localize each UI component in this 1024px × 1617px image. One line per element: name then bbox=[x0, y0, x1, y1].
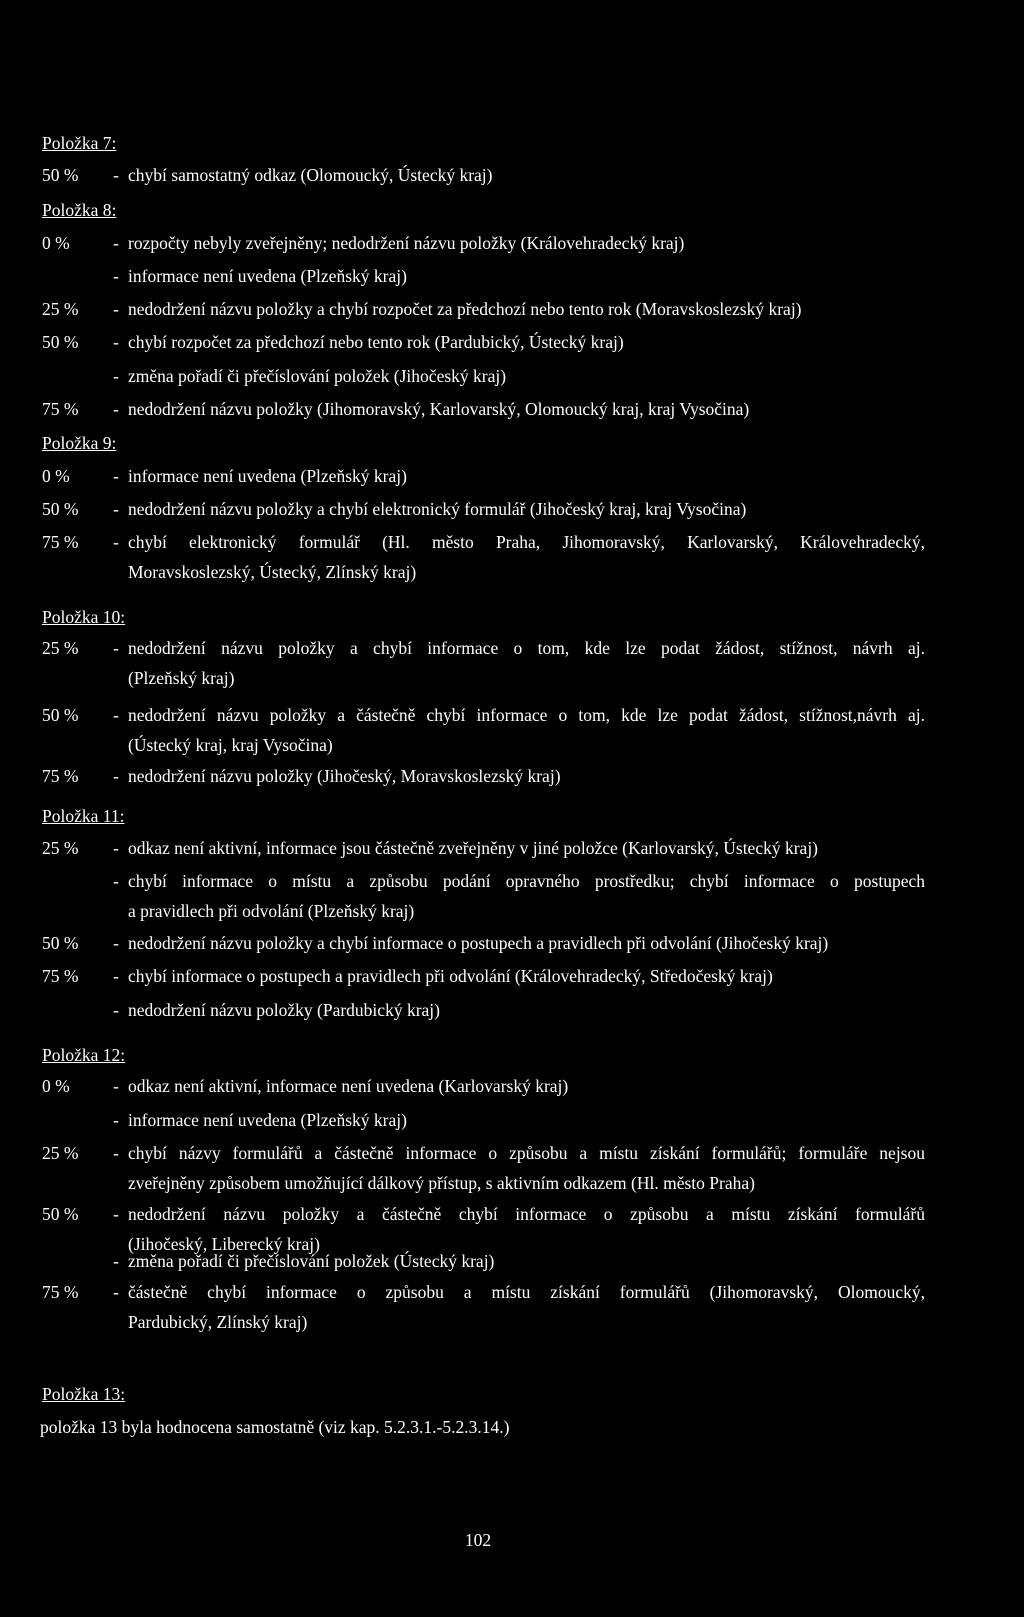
list-item bbox=[0, 499, 1024, 523]
section-heading-label: Položka 9: bbox=[42, 433, 117, 453]
bullet-dash: - bbox=[113, 1000, 119, 1020]
list-item bbox=[0, 1143, 1024, 1193]
percent-label: 0 % bbox=[42, 233, 70, 253]
section-heading-label: Položka 12: bbox=[42, 1045, 126, 1065]
bullet-dash: - bbox=[113, 165, 119, 185]
item-text-continuation: a pravidlech při odvolání (Plzeňský kraj) bbox=[128, 900, 415, 921]
percent-label: 75 % bbox=[42, 399, 79, 419]
list-item bbox=[0, 638, 1024, 688]
item-text-continuation: Pardubický, Zlínský kraj) bbox=[128, 1311, 308, 1332]
bullet-dash: - bbox=[113, 233, 119, 253]
item-text: nedodržení názvu položky (Jihomoravský, Karlovarský, Olomoucký kraj, kraj Vysočina) bbox=[128, 399, 750, 419]
list-item bbox=[0, 366, 1024, 390]
bullet-dash: - bbox=[113, 966, 119, 986]
bullet-dash: - bbox=[113, 638, 119, 658]
percent-label: 0 % bbox=[42, 466, 70, 486]
item-text: nedodržení názvu položky a chybí informace o postupech a pravidlech při odvolání (Jihočeský kraj) bbox=[128, 933, 829, 953]
percent-label: 75 % bbox=[42, 1282, 79, 1302]
item-text: chybí informace o místu a způsobu podání opravného prostředku; chybí informace o postupech bbox=[128, 871, 925, 891]
bullet-dash: - bbox=[113, 766, 119, 786]
section-heading bbox=[42, 133, 116, 154]
list-item bbox=[0, 266, 1024, 290]
percent-label: 50 % bbox=[42, 499, 79, 519]
section-heading-label: Položka 10: bbox=[42, 607, 126, 627]
section-heading bbox=[42, 607, 125, 628]
section-heading bbox=[42, 433, 116, 454]
section-heading-label: Položka 11: bbox=[42, 806, 125, 826]
item-text-continuation: (Ústecký kraj, kraj Vysočina) bbox=[128, 734, 333, 755]
section-heading-label: Položka 8: bbox=[42, 200, 117, 220]
list-item bbox=[0, 766, 1024, 790]
item-text: nedodržení názvu položky a chybí rozpočet za předchozí nebo tento rok (Moravskoslezský kraj) bbox=[128, 299, 802, 319]
item-text: chybí rozpočet za předchozí nebo tento rok (Pardubický, Ústecký kraj) bbox=[128, 332, 624, 352]
list-item bbox=[0, 1204, 1024, 1254]
item-text: nedodržení názvu položky a chybí elektronický formulář (Jihočeský kraj, kraj Vysočina) bbox=[128, 499, 747, 519]
section-heading bbox=[42, 1045, 125, 1066]
list-item bbox=[0, 1110, 1024, 1134]
bullet-dash: - bbox=[113, 705, 119, 725]
list-item bbox=[0, 1000, 1024, 1024]
list-item bbox=[0, 1251, 1024, 1275]
percent-label: 75 % bbox=[42, 766, 79, 786]
item-text: nedodržení názvu položky (Pardubický kraj) bbox=[128, 1000, 440, 1020]
item-text-continuation: Moravskoslezský, Ústecký, Zlínský kraj) bbox=[128, 561, 417, 582]
percent-label: 75 % bbox=[42, 966, 79, 986]
section-heading-label: Položka 7: bbox=[42, 133, 117, 153]
list-item bbox=[0, 705, 1024, 755]
item-text: chybí samostatný odkaz (Olomoucký, Ústecký kraj) bbox=[128, 165, 493, 185]
bullet-dash: - bbox=[113, 299, 119, 319]
section-heading-label: Položka 13: bbox=[42, 1384, 126, 1404]
item-text: informace není uvedena (Plzeňský kraj) bbox=[128, 1110, 407, 1130]
list-item bbox=[0, 399, 1024, 423]
item-text-continuation: (Plzeňský kraj) bbox=[128, 667, 235, 688]
item-text-continuation: (Jihočeský, Liberecký kraj) bbox=[128, 1233, 320, 1254]
bullet-dash: - bbox=[113, 1076, 119, 1096]
bullet-dash: - bbox=[113, 1110, 119, 1130]
percent-label: 50 % bbox=[42, 705, 79, 725]
list-item bbox=[0, 332, 1024, 356]
item-text: nedodržení názvu položky a chybí informace o tom, kde lze podat žádost, stížnost, návrh aj. bbox=[128, 638, 925, 658]
bullet-dash: - bbox=[113, 933, 119, 953]
item-text: informace není uvedena (Plzeňský kraj) bbox=[128, 266, 407, 286]
percent-label: 25 % bbox=[42, 838, 79, 858]
list-item bbox=[0, 532, 1024, 582]
percent-label: 50 % bbox=[42, 933, 79, 953]
percent-label: 75 % bbox=[42, 532, 79, 552]
percent-label: 50 % bbox=[42, 332, 79, 352]
item-text: nedodržení názvu položky a částečně chybí informace o tom, kde lze podat žádost, stížnost,návrh aj. bbox=[128, 705, 925, 725]
list-item bbox=[0, 1282, 1024, 1332]
list-item bbox=[0, 966, 1024, 990]
list-item bbox=[0, 466, 1024, 490]
bullet-dash: - bbox=[113, 1282, 119, 1302]
bullet-dash: - bbox=[113, 399, 119, 419]
item-text: odkaz není aktivní, informace není uvedena (Karlovarský kraj) bbox=[128, 1076, 569, 1096]
item-text: nedodržení názvu položky a částečně chybí informace o způsobu a místu získání formulářů bbox=[128, 1204, 925, 1224]
section-heading bbox=[42, 1384, 125, 1405]
bullet-dash: - bbox=[113, 871, 119, 891]
bullet-dash: - bbox=[113, 1204, 119, 1224]
item-text: změna pořadí či přečíslování položek (Jihočeský kraj) bbox=[128, 366, 507, 386]
item-text: chybí informace o postupech a pravidlech při odvolání (Královehradecký, Středočeský kraj) bbox=[128, 966, 773, 986]
percent-label: 50 % bbox=[42, 165, 79, 185]
list-item bbox=[0, 233, 1024, 257]
percent-label: 0 % bbox=[42, 1076, 70, 1096]
list-item bbox=[0, 933, 1024, 957]
page-number: 102 bbox=[464, 1530, 492, 1550]
item-text: rozpočty nebyly zveřejněny; nedodržení názvu položky (Královehradecký kraj) bbox=[128, 233, 685, 253]
percent-label: 25 % bbox=[42, 1143, 79, 1163]
bullet-dash: - bbox=[113, 466, 119, 486]
item13-text: položka 13 byla hodnocena samostatně (viz kap. 5.2.3.1.-5.2.3.14.) bbox=[40, 1417, 510, 1437]
item-text: informace není uvedena (Plzeňský kraj) bbox=[128, 466, 407, 486]
item-text: odkaz není aktivní, informace jsou částečně zveřejněny v jiné položce (Karlovarský, Ústecký kraj) bbox=[128, 838, 819, 858]
bullet-dash: - bbox=[113, 1251, 119, 1271]
item-text-continuation: zveřejněny způsobem umožňující dálkový přístup, s aktivním odkazem (Hl. město Praha) bbox=[128, 1172, 755, 1193]
list-item bbox=[0, 838, 1024, 862]
percent-label: 25 % bbox=[42, 638, 79, 658]
list-item bbox=[0, 871, 1024, 921]
item-text: částečně chybí informace o způsobu a místu získání formulářů (Jihomoravský, Olomoucký, bbox=[128, 1282, 925, 1302]
percent-label: 25 % bbox=[42, 299, 79, 319]
item-text: chybí elektronický formulář (Hl. město Praha, Jihomoravský, Karlovarský, Královehradecký, bbox=[128, 532, 925, 552]
section-heading bbox=[42, 806, 124, 827]
bullet-dash: - bbox=[113, 1143, 119, 1163]
bullet-dash: - bbox=[113, 838, 119, 858]
list-item bbox=[0, 1076, 1024, 1100]
list-item bbox=[0, 299, 1024, 323]
bullet-dash: - bbox=[113, 532, 119, 552]
item-text: nedodržení názvu položky (Jihočeský, Moravskoslezský kraj) bbox=[128, 766, 561, 786]
percent-label: 50 % bbox=[42, 1204, 79, 1224]
section-heading bbox=[42, 200, 116, 221]
item-text: změna pořadí či přečíslování položek (Ústecký kraj) bbox=[128, 1251, 495, 1271]
bullet-dash: - bbox=[113, 499, 119, 519]
bullet-dash: - bbox=[113, 366, 119, 386]
bullet-dash: - bbox=[113, 266, 119, 286]
list-item bbox=[0, 165, 1024, 189]
bullet-dash: - bbox=[113, 332, 119, 352]
item-text: chybí názvy formulářů a částečně informace o způsobu a místu získání formulářů; formuláře nejsou bbox=[128, 1143, 925, 1163]
